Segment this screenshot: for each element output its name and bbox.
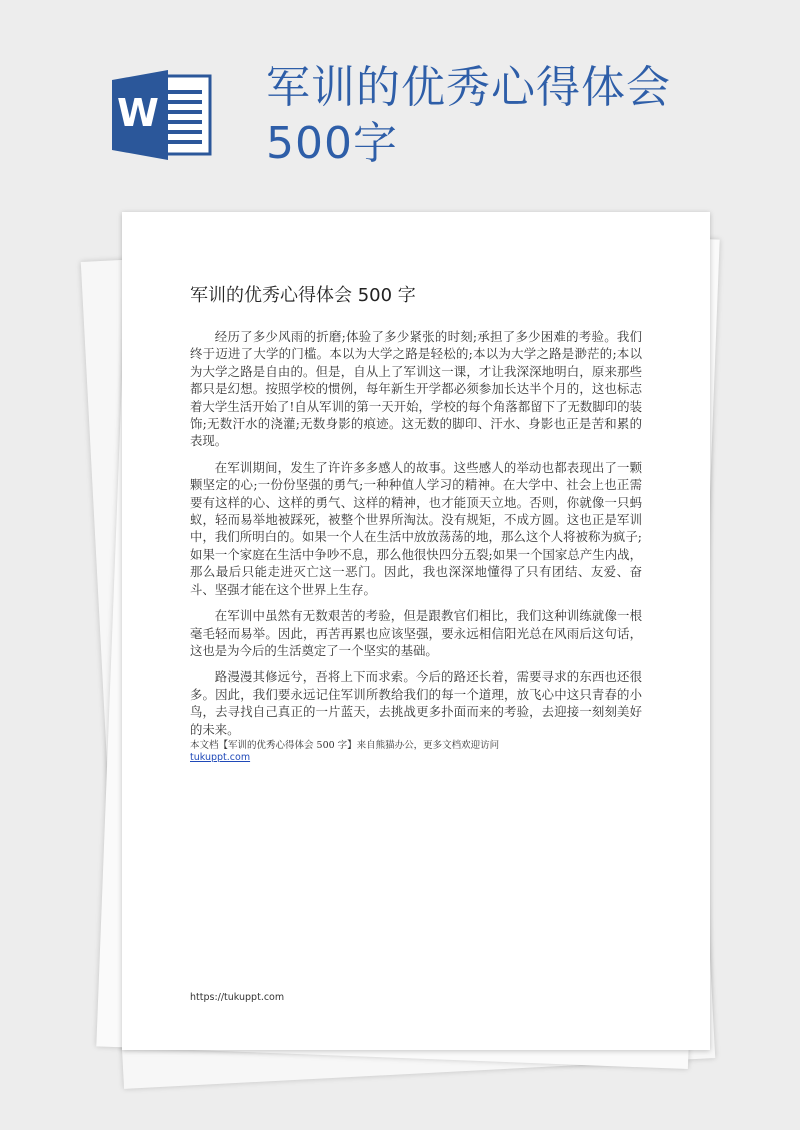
- paragraph-4: 路漫漫其修远兮，吾将上下而求索。今后的路还长着，需要寻求的东西也还很多。因此，我们要永远记住军训所教给我们的每一个道理，放飞心中这只青春的小鸟，去寻找自己真正的一片蓝天，去挑战更多扑面而来的考验，去迎接一刻刻美好的未来。: [190, 669, 642, 737]
- word-document-icon: [112, 68, 216, 162]
- paragraph-2: 在军训期间，发生了许许多多感人的故事。这些感人的举动也都表现出了一颗颗坚定的心;一份份坚强的勇气;一种种值人学习的精神。在大学中、社会上也正需要有这样的心、这样的勇气、这样的精神，也才能顶天立地。否则，你就像一只蚂蚁，轻而易举地被踩死，被整个世界所淘汰。没有规矩，不成方圆。这也正是军训中，我们所明白的。如果一个人在生活中放放荡荡的地，那么这个人将被称为疯子;如果一个家庭在生活中争吵不息，那么他很快四分五裂;如果一个国家总产生内战，那么最后只能走进灭亡这一恶门。因此，我也深深地懂得了只有团结、友爱、奋斗、坚强才能在这个世界上生存。: [190, 459, 642, 597]
- document-page: [122, 212, 710, 1050]
- source-link[interactable]: tukuppt.com: [190, 752, 251, 763]
- document-heading: 军训的优秀心得体会 500 字: [190, 285, 416, 306]
- document-body: [190, 328, 642, 747]
- word-icon-letter: W: [117, 91, 159, 135]
- footer-url: https://tukuppt.com: [190, 992, 285, 1003]
- paragraph-3: 在军训中虽然有无数艰苦的考验，但是跟教官们相比，我们这种训练就像一根毫毛轻而易举。因此，再苦再累也应该坚强，要永远相信阳光总在风雨后这句话，这也是为今后的生活奠定了一个坚实的基础。: [190, 608, 642, 658]
- source-note-text: 本文档【军训的优秀心得体会 500 字】来自熊猫办公，更多文档欢迎访问: [190, 740, 500, 751]
- page-title: 军训的优秀心得体会500字: [266, 62, 671, 169]
- paragraph-1: 经历了多少风雨的折磨;体验了多少紧张的时刻;承担了多少困难的考验。我们终于迈进了大学的门槛。本以为大学之路是轻松的;本以为大学之路是渺茫的;本以为大学之路是自由的。但是，自从上了军训这一课，才让我深深地明白，原来那些都只是幻想。按照学校的惯例，每年新生开学都必须参加长达半个月的，这也标志着大学生活开始了!自从军训的第一天开始，学校的每个角落都留下了无数脚印的装饰;无数汗水的浇灌;无数身影的痕迹。这无数的脚印、汗水、身影也正是苦和累的表现。: [190, 329, 642, 449]
- source-note: [190, 740, 642, 764]
